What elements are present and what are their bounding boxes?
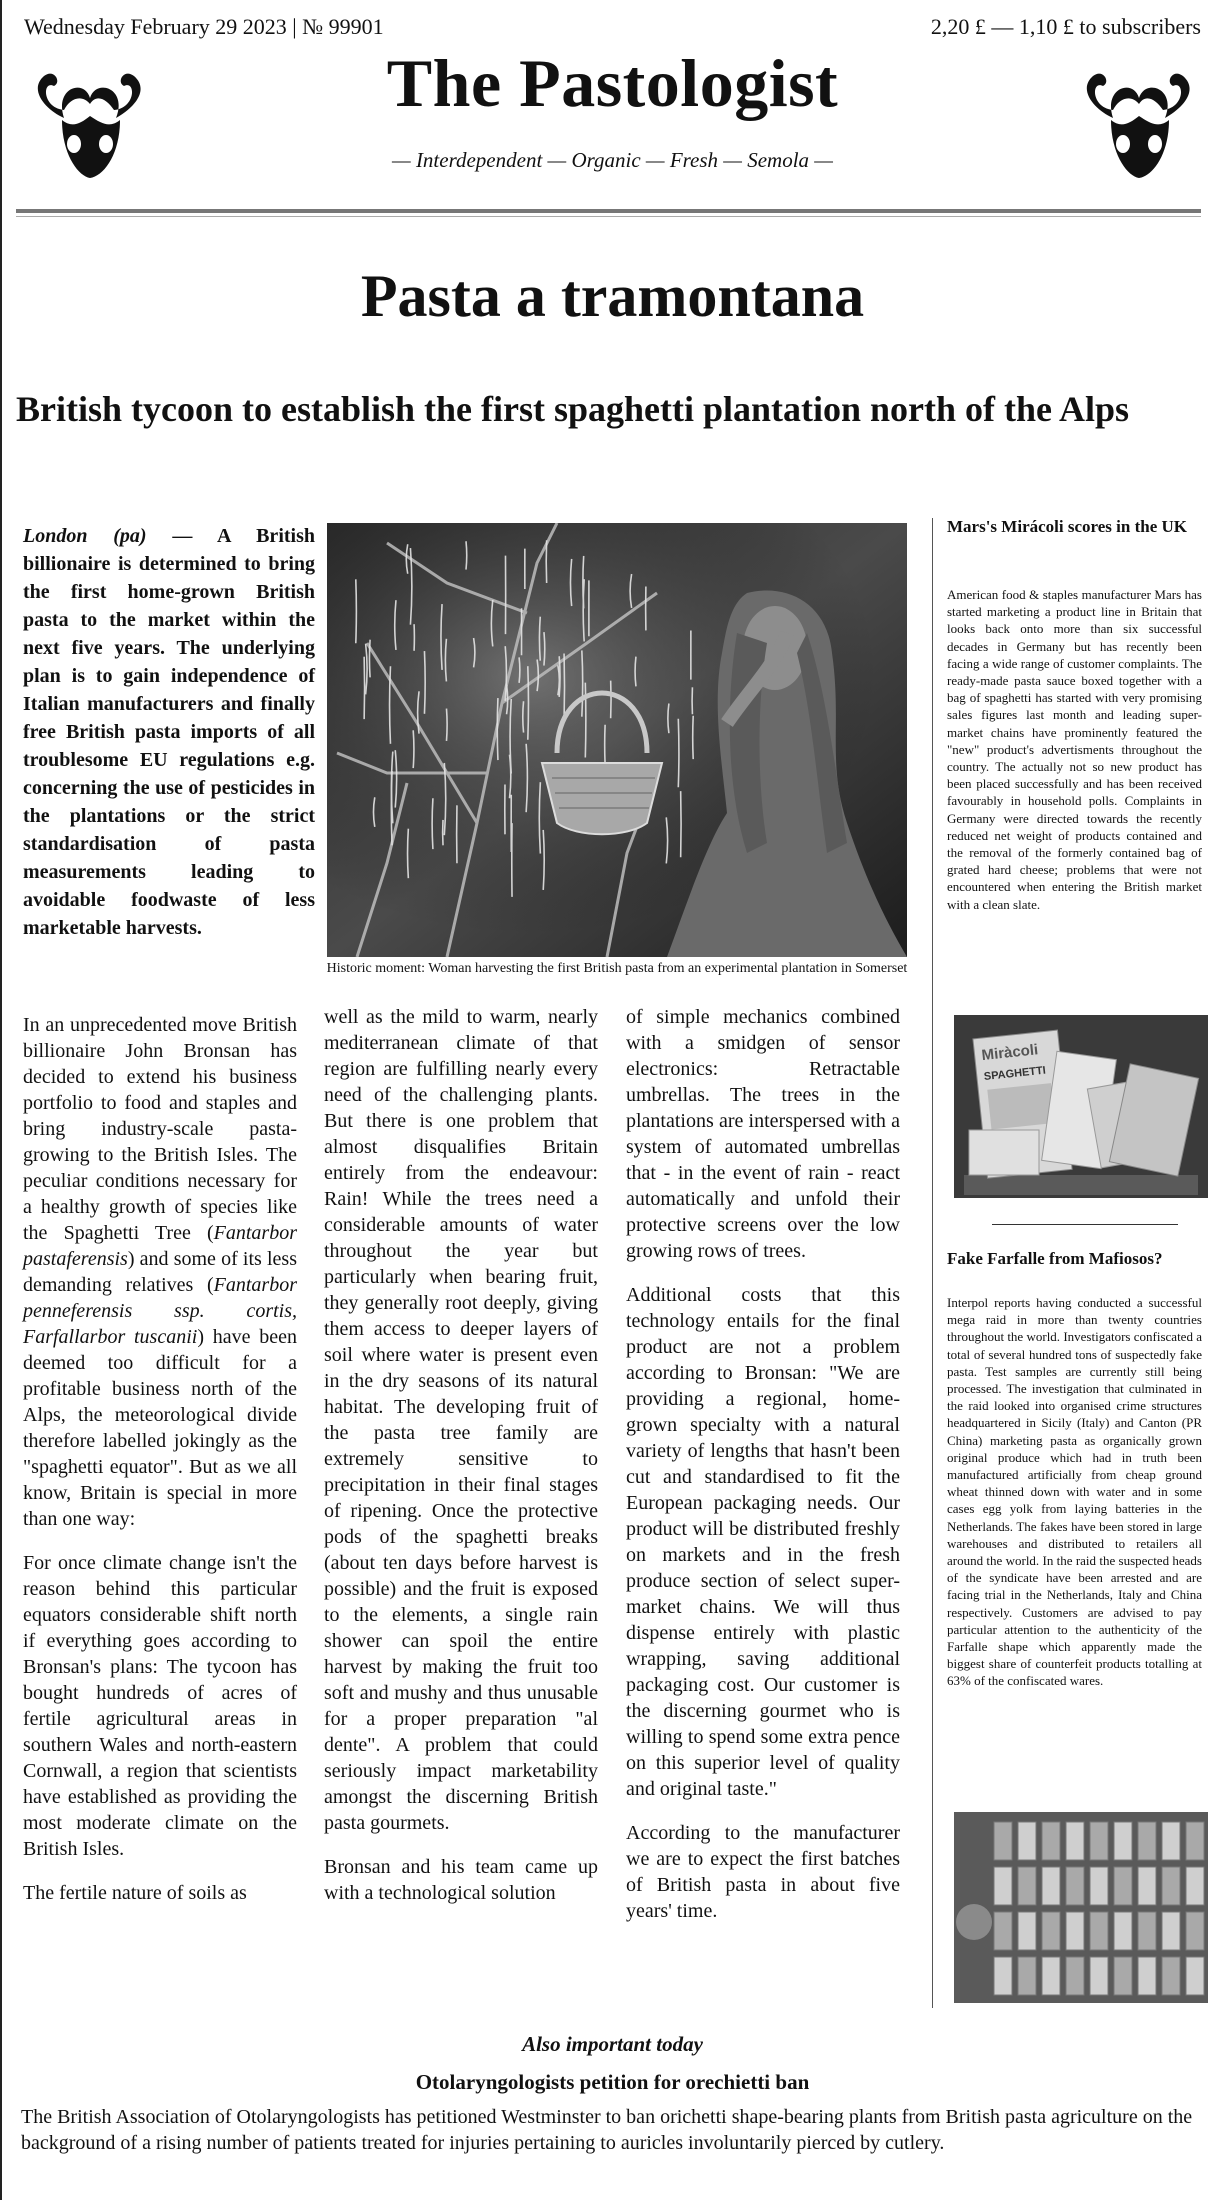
pasta-bag: [1186, 1912, 1204, 1950]
spaghetti-strand: [356, 579, 357, 643]
article-column-1: [23, 1012, 297, 2032]
spaghetti-strand: [582, 650, 583, 716]
package-brand: Miràcoli: [980, 1041, 1039, 1065]
sidebar-text: American food & staples manufacturer Mars has started marketing a product line in Britain that looks back onto more than six successful decades in Germany but has recently been facing a wide range of customer complaints. The ready-made pasta sauce boxed together with a bag of spaghetti has started with very promising sales figures last month and leading super-market chains have prominently featured the "new" product's advertisments throughout the country. The actually not so new product has been placed successfully and has been received favourably in household polls. Complaints in Germany were directed towards the recently reduced net weight of products contained and the removal of the formerly contained bag of grated hard cheese; problems that were not encountered when entering the British market with a clean slate.: [947, 587, 1202, 912]
pasta-bag: [1114, 1822, 1132, 1860]
pasta-bag: [1018, 1957, 1036, 1995]
spaghetti-strand: [678, 719, 679, 787]
species-name: Fantarbor penneferensis ssp. cortis, Farfallarbor tuscanii: [23, 1274, 297, 1348]
masthead-topline: [24, 14, 1201, 44]
sidebar-story-2: [947, 1248, 1202, 1270]
text-run: ) and some of its less demanding relatives (: [23, 1248, 297, 1296]
spaghetti-strand: [413, 730, 414, 768]
lead-text: — A British billionaire is determined to bring the first home-grown British pasta to the market within the next five years. The underlying plan is to gain independence of Italian manufacturers and finally free British pasta imports of all troublesome EU regulations e.g. concerning the use of pesticides in the plantations or the strict standardisation of pasta measurements leading to avoidable foodwaste of less marketable harvests.: [23, 525, 315, 939]
spaghetti-strand: [432, 798, 433, 849]
article-paragraph: According to the manufacturer we are to expect the first batches of British pasta in about five years' time.: [626, 1822, 900, 1922]
pasta-bag: [1042, 1912, 1060, 1950]
package-label: SPAGHETTI: [983, 1064, 1047, 1084]
pasta-bag: [1018, 1822, 1036, 1860]
also-important-label: Also important today: [522, 2032, 703, 2056]
spaghetti-harvest-photo: [327, 523, 907, 957]
masthead-rule: [16, 209, 1201, 213]
spaghetti-strand: [408, 829, 409, 879]
pasta-bag: [1162, 1957, 1180, 1995]
sidebar-headline: Fake Farfalle from Mafiosos?: [947, 1249, 1163, 1268]
pasta-bag: [1162, 1912, 1180, 1950]
pasta-bag: [1186, 1957, 1204, 1995]
pasta-bag: [1114, 1867, 1132, 1905]
lead-dateline: London (pa): [23, 525, 147, 547]
sidebar-text: Interpol reports having conducted a successful mega raid in more than twenty countries throughout the world. Investigators confiscated a total of several hundred tons of suspectedly fake pasta. Test samples are currently still being processed. The investigation that culminated in the raid looked into organised crime structures headquartered in Sicily (Italy) and Canton (PR China) marketing pasta as organically grown original produce which had in truth been manufactured artificially from cheap ground wheat thinned down with water and in some cases egg yolk from laying batteries in the Netherlands. The fakes have been stored in large warehouses and distributed to retailers all around the world. In the raid the suspected heads of the syndicate have been arrested and are facing trial in the Netherlands, Italy and China respectively. Customers are advised to pay particular attention to the authenticity of the Farfalle shape which apparently made the biggest share of counterfeit products totalling at 63% of the confiscated wares.: [947, 1295, 1202, 1689]
masthead-rule-thin: [16, 216, 1201, 217]
pasta-bag: [994, 1957, 1012, 1995]
pasta-bag: [1018, 1912, 1036, 1950]
pasta-bag: [1042, 1867, 1060, 1905]
article-column-2: [324, 1004, 598, 2006]
spaghetti-strand: [528, 666, 529, 740]
pasta-bag: [1138, 1957, 1156, 1995]
photo-caption: Historic moment: Woman harvesting the first British pasta from an experimental plantation in Somerset: [326, 961, 908, 976]
pasta-bag: [1138, 1867, 1156, 1905]
text-run: ) have been deemed too difficult for a profitable business north of the Alps, the meteorological divide therefore labelled jokingly as the "spaghetti equator". But as we all know, Britain is special in more than one way:: [23, 1326, 297, 1530]
market-stall-photo: [954, 1812, 1208, 2003]
pasta-bag: [994, 1867, 1012, 1905]
pasta-bag: [1114, 1912, 1132, 1950]
brief-headline: Otolaryngologists petition for orechietti ban: [415, 2070, 810, 2094]
article-paragraph: The fertile nature of soils as: [23, 1882, 247, 1904]
spaghetti-strand: [466, 541, 467, 569]
sidebar-headline: Mars's Mirácoli scores in the UK: [947, 517, 1188, 536]
article-paragraph: of simple mechanics combined with a smidgen of sensor electronics: Retractable umbrellas. The trees in the plantations are interspersed with a system of automated umbrellas that - in the event of rain - react automatically and unfold their protective screens over the low growing rows of trees.: [626, 1006, 900, 1262]
spaghetti-strand: [523, 701, 524, 732]
pasta-bag: [1162, 1822, 1180, 1860]
pasta-bag: [1138, 1822, 1156, 1860]
article-paragraph: [23, 1012, 297, 1532]
pasta-bag: [1042, 1822, 1060, 1860]
pasta-bag: [1066, 1957, 1084, 1995]
article-paragraph: For once climate change isn't the reason behind this particular equators considerable shift north if everything goes according to Bronsan's plans: The tycoon has bought hundreds of acres of fertile agricultural areas in southern Wales and north-eastern Cornwall, a region that scientists have established as providing the most moderate climate on the British Isles.: [23, 1552, 297, 1860]
spaghetti-strand: [369, 640, 370, 678]
article-paragraph: Bronsan and his team came up with a technological solution: [324, 1856, 598, 1904]
pasta-bag: [1114, 1957, 1132, 1995]
pasta-bag: [1138, 1912, 1156, 1950]
sidebar-story-2-body: [947, 1294, 1202, 1690]
spaghetti-strand: [446, 709, 447, 741]
issue-dateline: Wednesday February 29 2023 | № 99901: [24, 14, 384, 39]
spaghetti-strand: [635, 657, 636, 687]
pasta-bag: [994, 1912, 1012, 1950]
pasta-package-image: [954, 1015, 1208, 1198]
spaghetti-strand: [519, 657, 520, 682]
pasta-bag: [1090, 1912, 1108, 1950]
pasta-bag: [1066, 1822, 1084, 1860]
miracoli-package-photo: [954, 1015, 1208, 1198]
pasta-bag: [1018, 1867, 1036, 1905]
sidebar-story-1-body: [947, 586, 1202, 913]
spaghetti-strand: [539, 617, 540, 661]
pasta-bag: [1090, 1867, 1108, 1905]
article-column-3: [626, 1004, 900, 2004]
pasta-bag: [1186, 1867, 1204, 1905]
sidebar-separator: [992, 1224, 1178, 1225]
text-run: In an unprecedented move British billionaire John Bronsan has decided to extend his business portfolio to food and staples and bring industry-scale pasta-growing to the British Isles. The peculiar conditions necessary for a healthy growth of species like the Spaghetti Tree (: [23, 1014, 297, 1244]
pasta-bag: [1090, 1957, 1108, 1995]
pasta-bag: [1090, 1822, 1108, 1860]
main-photo: [327, 523, 907, 957]
spaghetti-strand: [424, 651, 425, 714]
newspaper-motto: — Interdependent — Organic — Fresh — Semola —: [392, 148, 833, 172]
pasta-bag: [1066, 1912, 1084, 1950]
lead-paragraph: [23, 522, 315, 942]
pasta-bag: [1162, 1867, 1180, 1905]
pasta-bag: [1066, 1867, 1084, 1905]
sidebar-divider: [932, 518, 933, 2008]
species-name: Fantarbor pastaferensis: [23, 1222, 297, 1270]
main-headline: British tycoon to establish the first spaghetti plantation north of the Alps: [16, 389, 1130, 429]
pasta-bag: [1186, 1822, 1204, 1860]
sidebar-story-1: [947, 516, 1202, 538]
spaghetti-strand: [390, 666, 391, 744]
article-paragraph: Additional costs that this technology entails for the final product are not a problem according to Bronsan: "We are providing a regional, home-grown specialty with a natural variety of lengths that hasn't been cut and standardised to fit the European packaging needs. Our product will be distributed freshly on markets and in the fresh produce section of select super-market chains. We will thus dispense entirely with plastic wrapping, saving additional packaging cost. Our customer is the discerning gourmet who is willing to spend some extra pence on this superior level of quality and original taste.": [626, 1284, 900, 1800]
pasta-bag: [1042, 1957, 1060, 1995]
spaghetti-strand: [544, 632, 545, 665]
brief-body: The British Association of Otolaryngologists has petitioned Westminster to ban orichetti shape-bearing plants from British pasta agriculture on the background of a rising number of patients treated for injuries pertaining to auricles involuntarily pierced by cutlery.: [21, 2106, 1193, 2154]
newspaper-title: The Pastologist: [386, 45, 839, 121]
price-line: 2,20 £ — 1,10 £ to subscribers: [930, 14, 1201, 39]
spaghetti-strand: [497, 698, 498, 760]
section-kicker: Pasta a tramontana: [360, 263, 865, 329]
pasta-market-image: [954, 1812, 1208, 2003]
article-paragraph: well as the mild to warm, nearly mediterranean climate of that region are fulfilling nearly every need of the challenging plants. But there is one problem that almost disqualifies Britain entirely from the endeavour: Rain! While the trees need a considerable amounts of water throughout the year but particularly when bearing fruit, they generally root deeply, giving them access to deeper layers of soil where water is present even in the dry seasons of its natural habitat. The developing fruit of the pasta tree family are extremely sensitive to precipitation in their final stages of ripening. Once the protective pods of the spaghetti breaks (about ten days before harvest is possible) and the fruit is exposed to the elements, a single rain shower can spoil the entire harvest by making the fruit too soft and mushy and thus unusable for a proper preparation "al dente". A problem that could seriously impact marketability amongst the discerning British pasta gourmets.: [324, 1006, 598, 1834]
pasta-bag: [994, 1822, 1012, 1860]
